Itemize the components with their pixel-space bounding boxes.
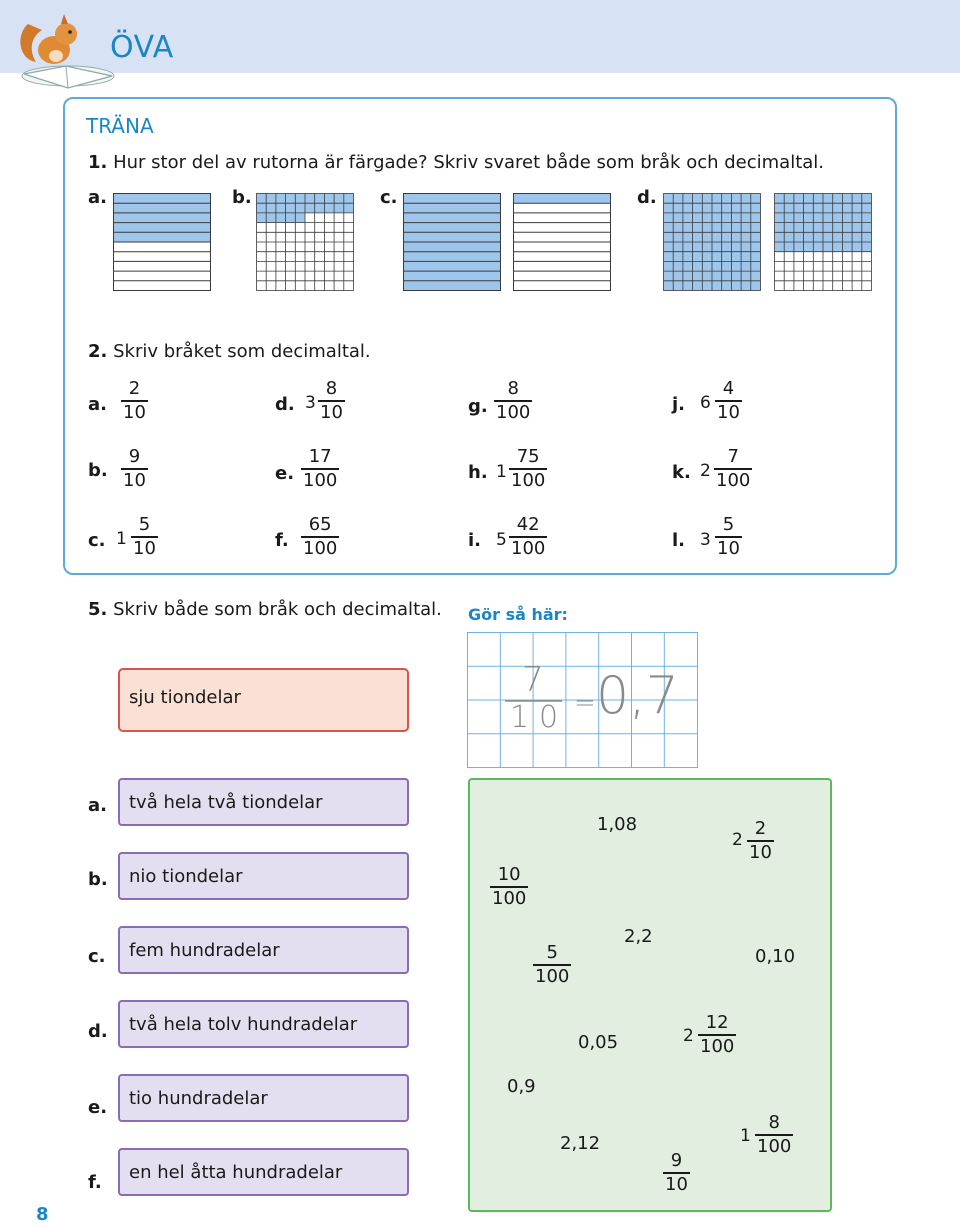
label-5f: f. <box>88 1172 102 1193</box>
fraction-2d: 8 10 <box>320 378 343 423</box>
label-2h: h. <box>468 462 488 483</box>
hand-equals: = <box>574 688 596 718</box>
answer-2-2-10-frac: 2 10 <box>749 818 772 863</box>
fraction-2f: 65 100 <box>303 514 338 559</box>
label-1c: c. <box>380 187 398 208</box>
item-text: nio tiondelar <box>129 866 243 887</box>
label-2k: k. <box>672 462 691 483</box>
example-heading: Gör så här: <box>468 605 568 624</box>
label-2d: d. <box>275 394 295 415</box>
item-box-f <box>118 1148 409 1196</box>
question-number: 5. <box>88 599 108 620</box>
item-text: tio hundradelar <box>129 1088 268 1109</box>
answer-2-2-10-whole: 2 <box>732 830 743 850</box>
label-2b: b. <box>88 460 108 481</box>
question-text: Skriv både som bråk och decimaltal. <box>113 599 442 620</box>
whole-2l: 3 <box>700 530 711 550</box>
label-2e: e. <box>275 463 295 484</box>
label-2a: a. <box>88 394 107 415</box>
whole-2i: 5 <box>496 530 507 550</box>
fraction-2j: 4 10 <box>717 378 740 423</box>
item-text: två hela tolv hundradelar <box>129 1014 358 1035</box>
grid-d2-hundredths <box>774 193 873 292</box>
label-5b: b. <box>88 869 108 890</box>
fraction-2e: 17 100 <box>303 446 338 491</box>
label-2g: g. <box>468 396 488 417</box>
label-5e: e. <box>88 1097 108 1118</box>
grid-c2-tenths <box>513 193 612 292</box>
label-1d: d. <box>637 187 657 208</box>
grid-b-hundredths <box>256 193 355 292</box>
fraction-2a: 2 10 <box>123 378 146 423</box>
question-number: 1. <box>88 152 108 173</box>
hand-numerator: 7 <box>522 660 544 700</box>
answer-10-100: 10 100 <box>492 864 527 909</box>
answer-1-8-100-frac: 8 100 <box>757 1112 792 1157</box>
label-2c: c. <box>88 530 106 551</box>
answer-1-8-100-whole: 1 <box>740 1126 751 1146</box>
hand-decimal: 0,7 <box>596 666 679 726</box>
fraction-2b: 9 10 <box>123 446 146 491</box>
fraction-2c: 5 10 <box>133 514 156 559</box>
question-text: Skriv bråket som decimaltal. <box>113 341 371 362</box>
whole-2h: 1 <box>496 462 507 482</box>
answer-1-08: 1,08 <box>597 814 638 835</box>
whole-2c: 1 <box>116 529 127 549</box>
question-text: Hur stor del av rutorna är färgade? Skriv svaret både som bråk och decimaltal. <box>113 152 825 173</box>
label-2f: f. <box>275 530 289 551</box>
label-2j: j. <box>672 394 686 415</box>
squirrel-reading-icon <box>6 4 116 92</box>
label-5a: a. <box>88 795 107 816</box>
fraction-2l: 5 10 <box>717 514 740 559</box>
item-text: en hel åtta hundradelar <box>129 1162 343 1183</box>
whole-2d: 3 <box>305 393 316 413</box>
grid-c-tenths <box>403 193 502 292</box>
whole-2j: 6 <box>700 393 711 413</box>
label-1a: a. <box>88 187 107 208</box>
answer-2-12-100-whole: 2 <box>683 1026 694 1046</box>
item-text: fem hundradelar <box>129 940 280 961</box>
item-box-d <box>118 1000 409 1048</box>
grid-d1-hundredths <box>663 193 762 292</box>
fraction-2h: 75 100 <box>511 446 546 491</box>
answer-0-10: 0,10 <box>755 946 796 967</box>
item-box-a <box>118 778 409 826</box>
hand-denominator-b: 0 <box>539 700 559 735</box>
label-2l: l. <box>672 530 686 551</box>
question-2 <box>88 341 371 362</box>
question-5 <box>88 599 442 620</box>
section-title: TRÄNA <box>86 114 154 138</box>
item-box-e <box>118 1074 409 1122</box>
answer-5-100: 5 100 <box>535 942 570 987</box>
question-number: 2. <box>88 341 108 362</box>
item-box-c <box>118 926 409 974</box>
answer-2-12-100-frac: 12 100 <box>700 1012 735 1057</box>
label-5d: d. <box>88 1021 108 1042</box>
fraction-2g: 8 100 <box>496 378 531 423</box>
answer-2-2: 2,2 <box>624 926 653 947</box>
answer-0-05: 0,05 <box>578 1032 619 1053</box>
item-text: två hela två tiondelar <box>129 792 323 813</box>
whole-2k: 2 <box>700 461 711 481</box>
page-number: 8 <box>36 1204 49 1225</box>
label-5c: c. <box>88 946 106 967</box>
example-box <box>118 668 409 732</box>
question-1 <box>88 152 824 173</box>
answer-0-9: 0,9 <box>507 1076 536 1097</box>
fraction-2k: 7 100 <box>716 446 751 491</box>
answer-9-10: 9 10 <box>665 1150 688 1195</box>
item-box-b <box>118 852 409 900</box>
hand-denominator-a: 1 <box>510 700 530 735</box>
answer-2-12: 2,12 <box>560 1133 601 1154</box>
example-text: sju tiondelar <box>129 687 241 708</box>
label-2i: i. <box>468 530 482 551</box>
page-title: ÖVA <box>110 30 174 65</box>
grid-a-tenths <box>113 193 212 292</box>
fraction-2i: 42 100 <box>511 514 546 559</box>
label-1b: b. <box>232 187 252 208</box>
